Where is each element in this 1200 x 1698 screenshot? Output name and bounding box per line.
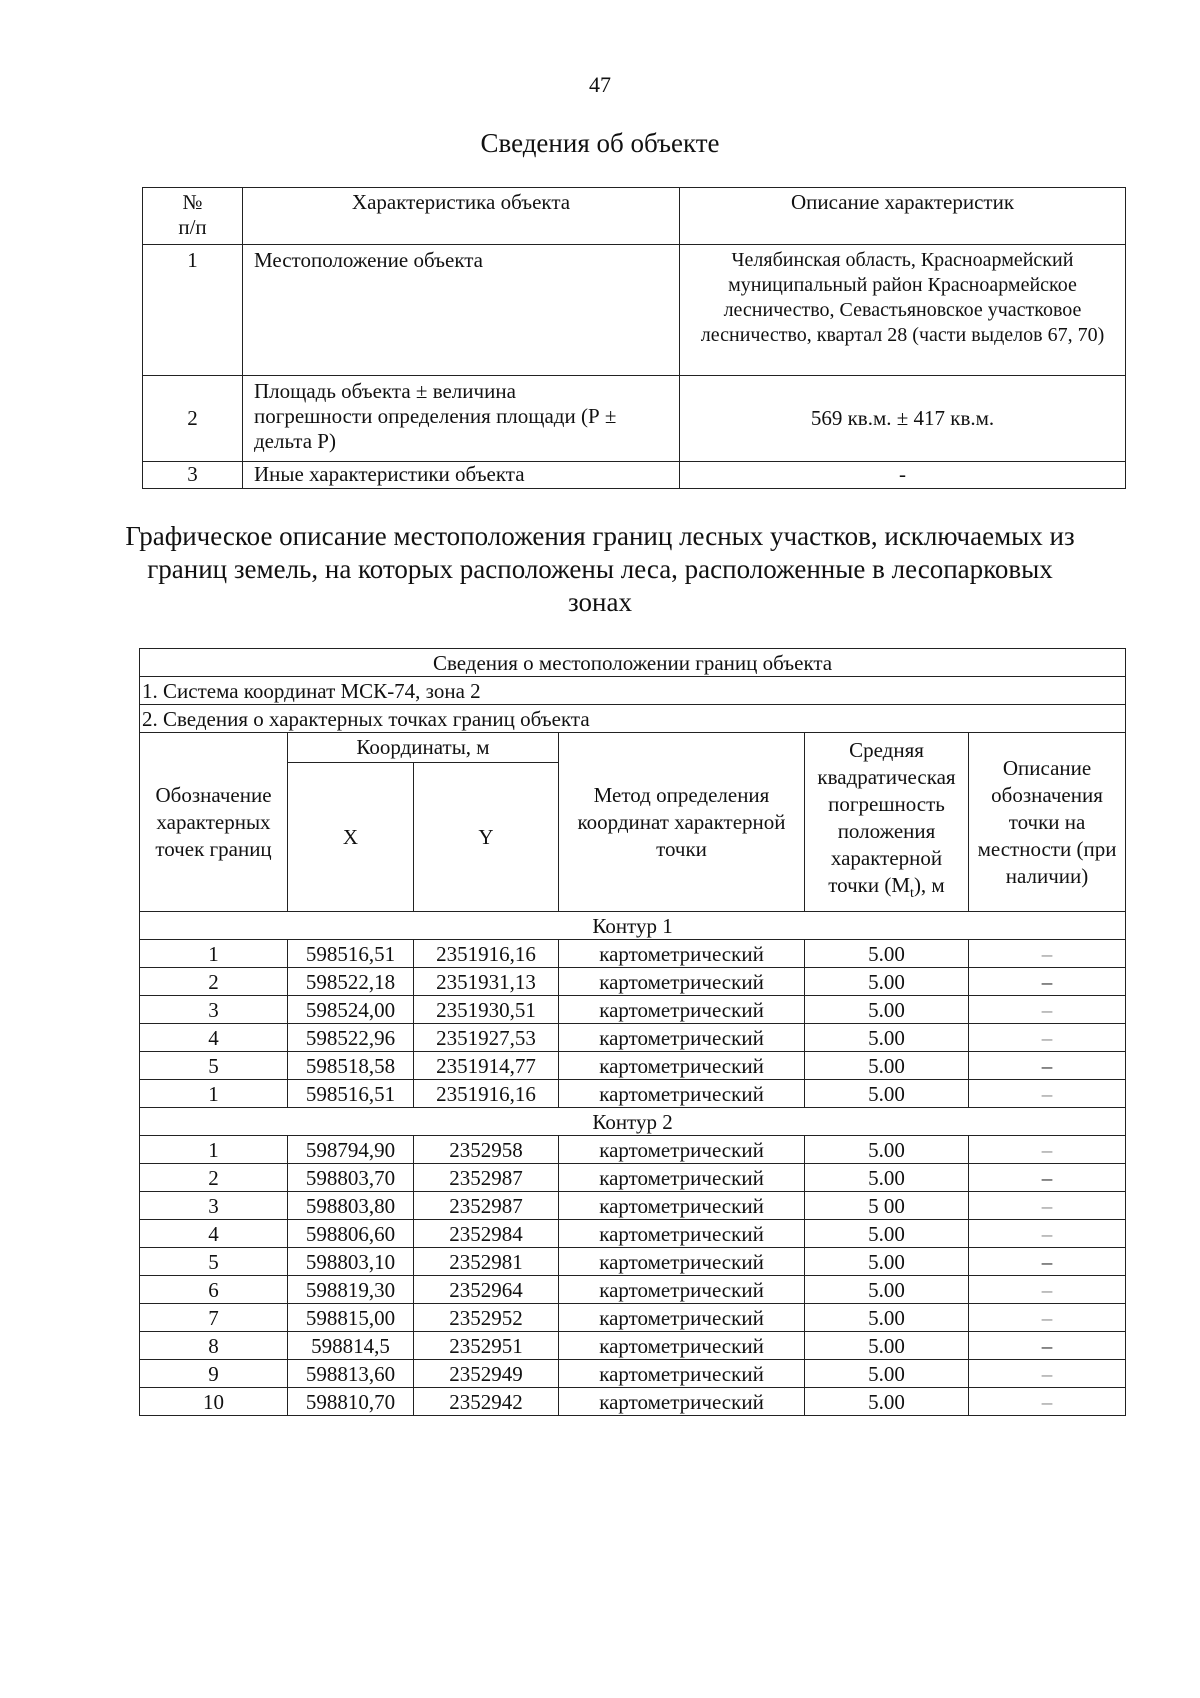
method: картометрический [559, 1332, 805, 1360]
row-characteristic: Площадь объекта ± величина погрешности определения площади (Р ± дельта Р) [243, 376, 680, 462]
page-number: 47 [589, 72, 611, 97]
method: картометрический [559, 1276, 805, 1304]
coord-x: 598813,60 [288, 1360, 414, 1388]
point-number: 1 [140, 1136, 288, 1164]
point-number: 9 [140, 1360, 288, 1388]
point-number: 10 [140, 1388, 288, 1416]
point-number: 5 [140, 1052, 288, 1080]
point-description: – [969, 1248, 1126, 1276]
object-info-header-row [143, 188, 1126, 245]
row-num: 1 [143, 245, 243, 376]
method: картометрический [559, 1192, 805, 1220]
error-value: 5 00 [805, 1192, 969, 1220]
row-characteristic: Иные характеристики объекта [243, 462, 680, 489]
point-number: 5 [140, 1248, 288, 1276]
coord-y: 2352942 [414, 1388, 559, 1416]
object-info-table [142, 187, 1126, 489]
table-row [140, 1276, 1126, 1304]
error-value: 5.00 [805, 1024, 969, 1052]
point-description: – [969, 1080, 1126, 1108]
point-number: 1 [140, 940, 288, 968]
coord-x: 598819,30 [288, 1276, 414, 1304]
coords-caption: Сведения о местоположении границ объекта [140, 649, 1126, 677]
object-info-row [143, 376, 1126, 462]
point-description: – [969, 1024, 1126, 1052]
point-description: – [969, 1332, 1126, 1360]
object-info-row [143, 245, 1126, 376]
point-number: 7 [140, 1304, 288, 1332]
point-number: 4 [140, 1220, 288, 1248]
coord-y: 2352964 [414, 1276, 559, 1304]
header-description: Описание характеристик [680, 188, 1126, 245]
error-value: 5.00 [805, 1304, 969, 1332]
method: картометрический [559, 940, 805, 968]
coord-y: 2351914,77 [414, 1052, 559, 1080]
method: картометрический [559, 1248, 805, 1276]
header-coords: Координаты, м [288, 733, 559, 763]
coord-x: 598803,80 [288, 1192, 414, 1220]
header-characteristic: Характеристика объекта [243, 188, 680, 245]
coord-y: 2351927,53 [414, 1024, 559, 1052]
coord-y: 2352984 [414, 1220, 559, 1248]
coord-x: 598516,51 [288, 940, 414, 968]
method: картометрический [559, 1220, 805, 1248]
method: картометрический [559, 1164, 805, 1192]
point-number: 1 [140, 1080, 288, 1108]
coord-x: 598806,60 [288, 1220, 414, 1248]
coord-y: 2352987 [414, 1164, 559, 1192]
header-method: Метод определения координат характерной точки [559, 733, 805, 912]
table-row [140, 1304, 1126, 1332]
row-num: 3 [143, 462, 243, 489]
method: картометрический [559, 1080, 805, 1108]
point-number: 2 [140, 968, 288, 996]
method: картометрический [559, 1304, 805, 1332]
error-value: 5.00 [805, 1248, 969, 1276]
point-description: – [969, 1136, 1126, 1164]
error-value: 5.00 [805, 996, 969, 1024]
method: картометрический [559, 968, 805, 996]
coord-x: 598814,5 [288, 1332, 414, 1360]
error-value: 5.00 [805, 1360, 969, 1388]
coord-x: 598815,00 [288, 1304, 414, 1332]
coord-y: 2351916,16 [414, 1080, 559, 1108]
row-description: Челябинская область, Красноармейский муниципальный район Красноармейское лесничество, Севастьяновское участковое лесничество, квартал 28 (части выделов 67, 70) [680, 245, 1126, 376]
row-characteristic: Местоположение объекта [243, 245, 680, 376]
method: картометрический [559, 996, 805, 1024]
row-num: 2 [143, 376, 243, 462]
error-value: 5.00 [805, 1388, 969, 1416]
table-row [140, 1052, 1126, 1080]
error-value: 5.00 [805, 1052, 969, 1080]
point-description: – [969, 940, 1126, 968]
table-row [140, 1024, 1126, 1052]
point-description: – [969, 1304, 1126, 1332]
point-number: 3 [140, 996, 288, 1024]
error-value: 5.00 [805, 1220, 969, 1248]
method: картометрический [559, 1388, 805, 1416]
coord-x: 598803,10 [288, 1248, 414, 1276]
coords-points-caption: 2. Сведения о характерных точках границ объекта [140, 705, 1126, 733]
coord-x: 598522,96 [288, 1024, 414, 1052]
coord-x: 598524,00 [288, 996, 414, 1024]
coord-y: 2352952 [414, 1304, 559, 1332]
point-description: – [969, 1192, 1126, 1220]
object-info-title: Сведения об объекте [480, 128, 720, 158]
coord-y: 2352958 [414, 1136, 559, 1164]
method: картометрический [559, 1024, 805, 1052]
table-row [140, 968, 1126, 996]
point-description: – [969, 1388, 1126, 1416]
header-num: № п/п [143, 188, 243, 245]
contour-label: Контур 2 [140, 1108, 1126, 1136]
point-number: 2 [140, 1164, 288, 1192]
row-description: - [680, 462, 1126, 489]
contour-label: Контур 1 [140, 912, 1126, 940]
method: картометрический [559, 1360, 805, 1388]
coord-x: 598522,18 [288, 968, 414, 996]
point-number: 8 [140, 1332, 288, 1360]
table-row [140, 1360, 1126, 1388]
coord-y: 2352981 [414, 1248, 559, 1276]
table-row [140, 1192, 1126, 1220]
coord-y: 2352949 [414, 1360, 559, 1388]
point-description: – [969, 1220, 1126, 1248]
table-row [140, 1220, 1126, 1248]
error-value: 5.00 [805, 968, 969, 996]
table-row [140, 1332, 1126, 1360]
coord-y: 2351931,13 [414, 968, 559, 996]
coord-x: 598518,58 [288, 1052, 414, 1080]
point-description: – [969, 1164, 1126, 1192]
point-description: – [969, 968, 1126, 996]
row-description: 569 кв.м. ± 417 кв.м. [680, 376, 1126, 462]
coord-x: 598794,90 [288, 1136, 414, 1164]
error-value: 5.00 [805, 940, 969, 968]
coord-x: 598516,51 [288, 1080, 414, 1108]
header-x: X [288, 762, 414, 911]
graphic-description-title: Графическое описание местоположения границ лесных участков, исключаемых из границ земель, на которых расположены леса, расположенные в лесопарковых зонах [125, 521, 1075, 617]
point-description: – [969, 1052, 1126, 1080]
header-desc: Описание обозначения точки на местности (при наличии) [969, 733, 1126, 912]
error-value: 5.00 [805, 1276, 969, 1304]
contour2-rows [140, 1136, 1126, 1416]
error-value: 5.00 [805, 1136, 969, 1164]
error-value: 5.00 [805, 1164, 969, 1192]
point-description: – [969, 1276, 1126, 1304]
coordinates-table [139, 648, 1126, 1416]
point-description: – [969, 996, 1126, 1024]
table-row [140, 996, 1126, 1024]
header-point: Обозначение характерных точек границ [140, 733, 288, 912]
method: картометрический [559, 1052, 805, 1080]
coord-y: 2352951 [414, 1332, 559, 1360]
header-error: Средняя квадратическая погрешность положения характерной точки $(M_t)$, м [805, 733, 969, 912]
table-row [140, 1164, 1126, 1192]
method: картометрический [559, 1136, 805, 1164]
table-row [140, 1080, 1126, 1108]
table-row [140, 1136, 1126, 1164]
table-row [140, 1248, 1126, 1276]
error-value: 5.00 [805, 1080, 969, 1108]
table-row [140, 940, 1126, 968]
object-info-row [143, 462, 1126, 489]
point-number: 4 [140, 1024, 288, 1052]
coord-y: 2351930,51 [414, 996, 559, 1024]
coord-x: 598810,70 [288, 1388, 414, 1416]
coords-system: 1. Система координат МСК-74, зона 2 [140, 677, 1126, 705]
header-y: Y [414, 762, 559, 911]
contour1-rows [140, 940, 1126, 1108]
coord-x: 598803,70 [288, 1164, 414, 1192]
point-description: – [969, 1360, 1126, 1388]
coord-y: 2351916,16 [414, 940, 559, 968]
point-number: 3 [140, 1192, 288, 1220]
table-row [140, 1388, 1126, 1416]
error-value: 5.00 [805, 1332, 969, 1360]
point-number: 6 [140, 1276, 288, 1304]
coord-y: 2352987 [414, 1192, 559, 1220]
